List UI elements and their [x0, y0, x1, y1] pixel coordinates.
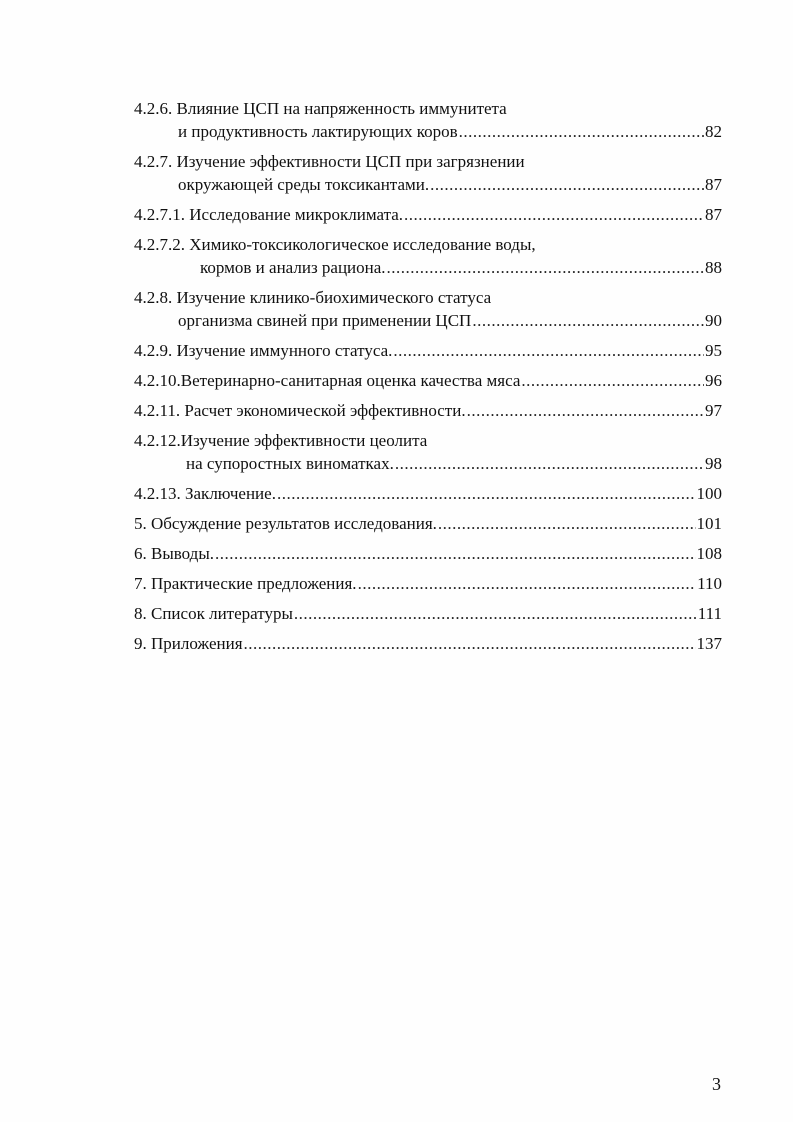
toc-page-number: 87 — [705, 175, 722, 194]
toc-line — [134, 572, 722, 595]
toc-line — [134, 512, 722, 535]
toc-page-number: 87 — [705, 205, 722, 224]
toc-entry-title: 4.2.13. Заключение. — [134, 484, 276, 503]
toc-entry-4-2-11 — [134, 399, 722, 422]
toc-page-number: 82 — [705, 122, 722, 141]
toc-entry-title: 4.2.7. Изучение эффективности ЦСП при загрязнении — [134, 152, 525, 171]
toc-entry-title: 7. Практические предложения. — [134, 574, 357, 593]
toc-line — [134, 120, 722, 143]
toc-line — [134, 256, 722, 279]
toc-entry-6 — [134, 542, 722, 565]
dot-leader — [395, 452, 704, 475]
dot-leader — [430, 173, 704, 196]
toc-entry-title: 4.2.9. Изучение иммунного статуса. — [134, 341, 393, 360]
toc-entry-title: 4.2.8. Изучение клинико-биохимического статуса — [134, 288, 492, 307]
toc-entry-4-2-12 — [134, 429, 722, 475]
dot-leader — [438, 512, 696, 535]
toc-entry-title-continued: на супоростных виноматках. — [186, 454, 394, 473]
dot-leader — [459, 120, 704, 143]
toc-entry-title-continued: кормов и анализ рациона. — [200, 258, 386, 277]
toc-line — [134, 632, 722, 655]
toc-page-number: 97 — [705, 401, 722, 420]
toc-line — [134, 452, 722, 475]
toc-entry-title: 6. Выводы. — [134, 544, 215, 563]
toc-page-number: 98 — [705, 454, 722, 473]
toc-line — [134, 482, 722, 505]
toc-entry-5 — [134, 512, 722, 535]
dot-leader — [393, 339, 704, 362]
toc-line — [134, 542, 722, 565]
toc-entry-4-2-8 — [134, 286, 722, 332]
toc-entry-4-2-10 — [134, 369, 722, 392]
dot-leader — [294, 602, 697, 625]
toc-page-number: 95 — [705, 341, 722, 360]
toc-entry-title: 5. Обсуждение результатов исследования. — [134, 514, 437, 533]
toc-entry-7 — [134, 572, 722, 595]
toc-line — [134, 339, 722, 362]
dot-leader — [467, 399, 704, 422]
dot-leader — [387, 256, 704, 279]
toc-line — [134, 150, 722, 173]
toc-page-number: 108 — [696, 544, 722, 563]
page-number: 3 — [712, 1074, 721, 1094]
toc-line — [134, 429, 722, 452]
toc-page-number: 100 — [696, 484, 722, 503]
toc-entry-title: 4.2.12.Изучение эффективности цеолита — [134, 431, 428, 450]
toc-page-number: 96 — [705, 371, 722, 390]
toc-line — [134, 369, 722, 392]
toc-entry-title: 4.2.7.1. Исследование микроклимата. — [134, 205, 404, 224]
toc-entry-4-2-7 — [134, 150, 722, 196]
toc-line — [134, 233, 722, 256]
toc-line — [134, 309, 722, 332]
dot-leader — [215, 542, 695, 565]
toc-entry-title: 9. Приложения — [134, 634, 243, 653]
toc-entry-4-2-7-2 — [134, 233, 722, 279]
toc-entry-4-2-9 — [134, 339, 722, 362]
dot-leader — [521, 369, 704, 392]
toc-entry-title: 4.2.7.2. Химико-токсикологическое исследование воды, — [134, 235, 536, 254]
toc-entry-9 — [134, 632, 722, 655]
toc-entry-title-continued: окружающей среды токсикантами. — [178, 175, 430, 194]
dot-leader — [472, 309, 704, 332]
toc-page-number: 88 — [705, 258, 722, 277]
dot-leader — [404, 203, 704, 226]
toc-page-number: 101 — [696, 514, 722, 533]
toc-page-number: 90 — [705, 311, 722, 330]
toc-page-number: 137 — [696, 634, 722, 653]
dot-leader — [277, 482, 696, 505]
toc-line — [134, 203, 722, 226]
toc-page-number: 111 — [697, 604, 722, 623]
toc-line — [134, 602, 722, 625]
dot-leader — [244, 632, 696, 655]
table-of-contents — [134, 97, 722, 662]
toc-entry-title: 4.2.6. Влияние ЦСП на напряженность иммунитета — [134, 99, 507, 118]
dot-leader — [358, 572, 697, 595]
toc-entry-8 — [134, 602, 722, 625]
toc-entry-title: 4.2.11. Расчет экономической эффективности. — [134, 401, 466, 420]
toc-entry-title: 8. Список литературы — [134, 604, 293, 623]
toc-entry-title-continued: и продуктивность лактирующих коров — [178, 122, 458, 141]
toc-entry-4-2-13 — [134, 482, 722, 505]
toc-page-number: 110 — [697, 574, 722, 593]
toc-entry-title-continued: организма свиней при применении ЦСП — [178, 311, 472, 330]
toc-entry-title: 4.2.10.Ветеринарно-санитарная оценка качества мяса — [134, 371, 521, 390]
toc-line — [134, 97, 722, 120]
toc-line — [134, 173, 722, 196]
toc-line — [134, 399, 722, 422]
toc-line — [134, 286, 722, 309]
toc-entry-4-2-7-1 — [134, 203, 722, 226]
toc-entry-4-2-6 — [134, 97, 722, 143]
